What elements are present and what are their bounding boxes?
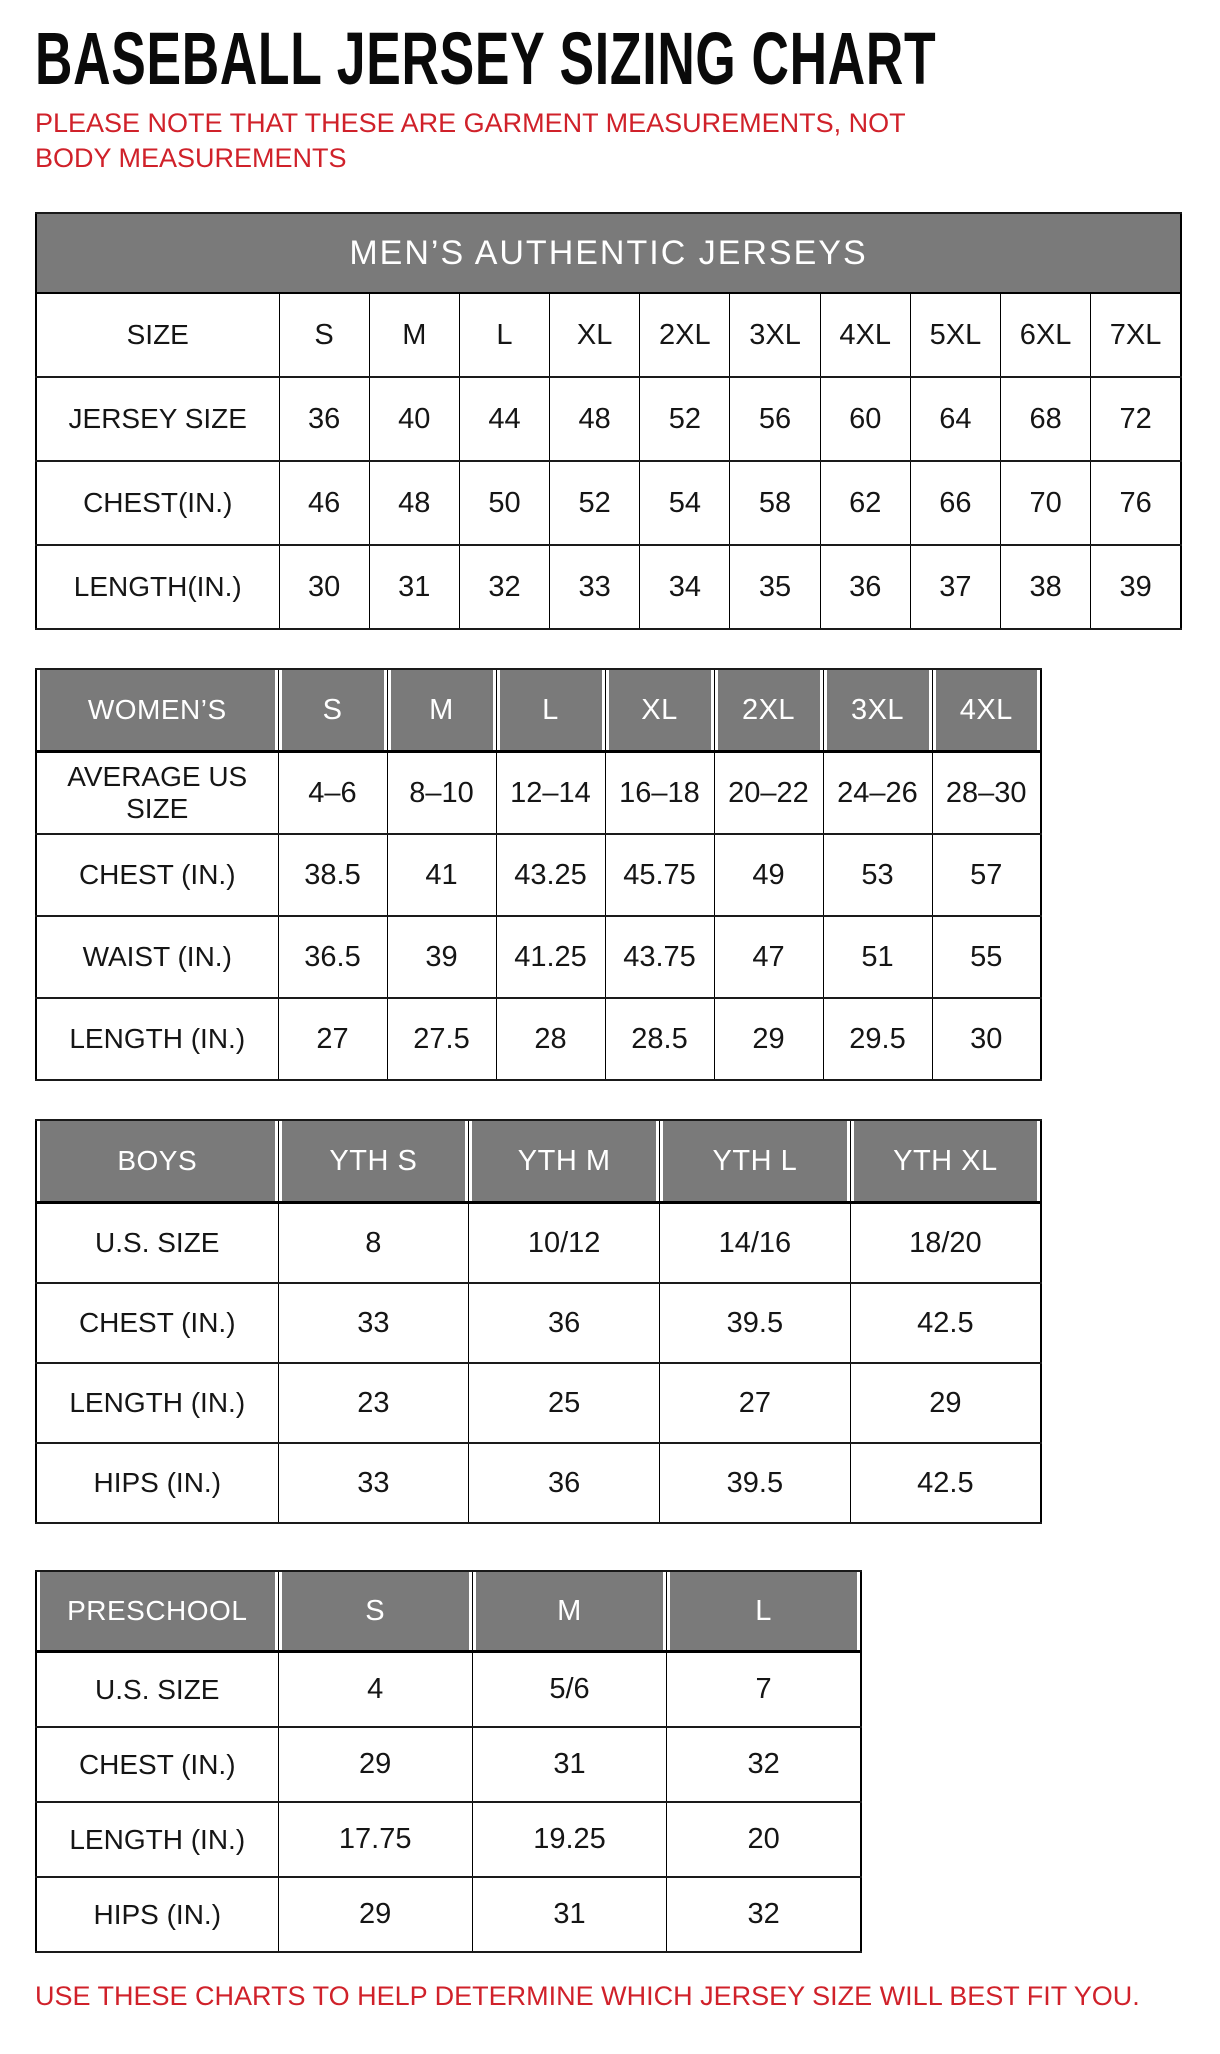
column-header: 2XL (640, 293, 730, 377)
size-value: 20–22 (714, 752, 823, 835)
size-value: 45.75 (605, 834, 714, 916)
size-value: 18/20 (850, 1203, 1041, 1284)
column-header: L (667, 1571, 861, 1652)
row-label: LENGTH (IN.) (36, 1802, 278, 1877)
size-value: 28 (496, 998, 605, 1080)
size-value: 10/12 (469, 1203, 660, 1284)
column-header: L (496, 669, 605, 752)
womens-sizing-table (35, 668, 1042, 1081)
column-header: 7XL (1091, 293, 1181, 377)
table-row (36, 1727, 861, 1802)
column-header: 2XL (714, 669, 823, 752)
size-value: 31 (472, 1727, 666, 1802)
size-value: 55 (932, 916, 1041, 998)
column-header: 3XL (823, 669, 932, 752)
column-header-size: SIZE (36, 293, 279, 377)
row-label: U.S. SIZE (36, 1652, 278, 1728)
row-label: U.S. SIZE (36, 1203, 278, 1284)
size-value: 29 (714, 998, 823, 1080)
size-value: 70 (1001, 461, 1091, 545)
table-title-boys: BOYS (36, 1120, 278, 1203)
size-value: 12–14 (496, 752, 605, 835)
size-value: 46 (279, 461, 369, 545)
size-value: 36 (279, 377, 369, 461)
table-row (36, 545, 1181, 629)
table-row (36, 998, 1041, 1080)
size-value: 36 (469, 1283, 660, 1363)
size-value: 76 (1091, 461, 1181, 545)
size-value: 8 (278, 1203, 469, 1284)
size-value: 29 (278, 1727, 472, 1802)
size-value: 50 (459, 461, 549, 545)
size-value: 32 (667, 1877, 861, 1952)
size-value: 64 (910, 377, 1000, 461)
column-header: XL (605, 669, 714, 752)
size-value: 29.5 (823, 998, 932, 1080)
size-value: 28–30 (932, 752, 1041, 835)
row-label: AVERAGE US SIZE (36, 752, 278, 835)
size-value: 54 (640, 461, 730, 545)
size-value: 19.25 (472, 1802, 666, 1877)
table-row (36, 916, 1041, 998)
size-value: 43.75 (605, 916, 714, 998)
size-value: 31 (472, 1877, 666, 1952)
size-value: 53 (823, 834, 932, 916)
table-row (36, 1877, 861, 1952)
row-label: WAIST (IN.) (36, 916, 278, 998)
size-value: 40 (369, 377, 459, 461)
size-value: 29 (850, 1363, 1041, 1443)
size-value: 48 (369, 461, 459, 545)
size-value: 41.25 (496, 916, 605, 998)
size-value: 32 (459, 545, 549, 629)
size-value: 51 (823, 916, 932, 998)
table-row (36, 834, 1041, 916)
size-value: 34 (640, 545, 730, 629)
column-header: 5XL (910, 293, 1000, 377)
size-value: 36.5 (278, 916, 387, 998)
size-value: 20 (667, 1802, 861, 1877)
table-row (36, 377, 1181, 461)
column-header: 4XL (932, 669, 1041, 752)
fit-advice-note: USE THESE CHARTS TO HELP DETERMINE WHICH JERSEY SIZE WILL BEST FIT YOU. (35, 1981, 1140, 2012)
size-value: 44 (459, 377, 549, 461)
size-value: 66 (910, 461, 1000, 545)
size-value: 33 (550, 545, 640, 629)
column-header: YTH M (469, 1120, 660, 1203)
size-value: 49 (714, 834, 823, 916)
size-value: 24–26 (823, 752, 932, 835)
table-row (36, 1283, 1041, 1363)
size-value: 7 (667, 1652, 861, 1728)
size-value: 57 (932, 834, 1041, 916)
column-header: 3XL (730, 293, 820, 377)
mens-table-banner: MEN’S AUTHENTIC JERSEYS (36, 213, 1181, 293)
row-label: LENGTH (IN.) (36, 1363, 278, 1443)
row-label: CHEST(IN.) (36, 461, 279, 545)
size-value: 33 (278, 1443, 469, 1523)
column-header: YTH S (278, 1120, 469, 1203)
table-row (36, 1443, 1041, 1523)
column-header: 6XL (1001, 293, 1091, 377)
mens-sizing-table (35, 212, 1182, 630)
size-value: 38 (1001, 545, 1091, 629)
boys-sizing-table (35, 1119, 1042, 1524)
size-value: 72 (1091, 377, 1181, 461)
column-header: YTH XL (850, 1120, 1041, 1203)
size-value: 39 (1091, 545, 1181, 629)
size-value: 42.5 (850, 1283, 1041, 1363)
size-value: 16–18 (605, 752, 714, 835)
size-value: 38.5 (278, 834, 387, 916)
row-label: HIPS (IN.) (36, 1443, 278, 1523)
row-label: LENGTH(IN.) (36, 545, 279, 629)
column-header: S (278, 1571, 472, 1652)
size-value: 27 (660, 1363, 851, 1443)
table-row (36, 461, 1181, 545)
table-row (36, 1652, 861, 1728)
size-value: 33 (278, 1283, 469, 1363)
size-value: 41 (387, 834, 496, 916)
row-label: CHEST (IN.) (36, 834, 278, 916)
page-title (35, 17, 1190, 100)
size-value: 30 (932, 998, 1041, 1080)
size-value: 27 (278, 998, 387, 1080)
size-value: 60 (820, 377, 910, 461)
size-value: 36 (820, 545, 910, 629)
size-value: 4–6 (278, 752, 387, 835)
table-row (36, 1802, 861, 1877)
table-row (36, 1363, 1041, 1443)
size-value: 17.75 (278, 1802, 472, 1877)
column-header: M (369, 293, 459, 377)
row-label: LENGTH (IN.) (36, 998, 278, 1080)
size-value: 23 (278, 1363, 469, 1443)
column-header: S (279, 293, 369, 377)
size-value: 35 (730, 545, 820, 629)
size-value: 25 (469, 1363, 660, 1443)
row-label: CHEST (IN.) (36, 1283, 278, 1363)
size-value: 4 (278, 1652, 472, 1728)
size-value: 42.5 (850, 1443, 1041, 1523)
size-value: 5/6 (472, 1652, 666, 1728)
size-value: 27.5 (387, 998, 496, 1080)
table-title-womens: WOMEN’S (36, 669, 278, 752)
column-header: M (472, 1571, 666, 1652)
column-header: XL (550, 293, 640, 377)
row-label: JERSEY SIZE (36, 377, 279, 461)
column-header: S (278, 669, 387, 752)
size-value: 14/16 (660, 1203, 851, 1284)
size-value: 39.5 (660, 1283, 851, 1363)
column-header: L (459, 293, 549, 377)
row-label: CHEST (IN.) (36, 1727, 278, 1802)
size-value: 39 (387, 916, 496, 998)
size-value: 58 (730, 461, 820, 545)
size-value: 28.5 (605, 998, 714, 1080)
table-row (36, 752, 1041, 835)
page-title-text: BASEBALL JERSEY SIZING CHART (35, 17, 937, 100)
table-title-preschool: PRESCHOOL (36, 1571, 278, 1652)
size-value: 47 (714, 916, 823, 998)
size-value: 43.25 (496, 834, 605, 916)
size-value: 48 (550, 377, 640, 461)
size-value: 39.5 (660, 1443, 851, 1523)
size-value: 37 (910, 545, 1000, 629)
size-value: 56 (730, 377, 820, 461)
column-header: YTH L (660, 1120, 851, 1203)
size-value: 29 (278, 1877, 472, 1952)
size-value: 8–10 (387, 752, 496, 835)
size-value: 68 (1001, 377, 1091, 461)
size-value: 62 (820, 461, 910, 545)
row-label: HIPS (IN.) (36, 1877, 278, 1952)
column-header: 4XL (820, 293, 910, 377)
preschool-sizing-table (35, 1570, 862, 1953)
size-value: 52 (640, 377, 730, 461)
size-value: 30 (279, 545, 369, 629)
size-value: 31 (369, 545, 459, 629)
size-value: 32 (667, 1727, 861, 1802)
column-header: M (387, 669, 496, 752)
table-row (36, 1203, 1041, 1284)
size-value: 36 (469, 1443, 660, 1523)
size-value: 52 (550, 461, 640, 545)
garment-measurements-note: PLEASE NOTE THAT THESE ARE GARMENT MEASUREMENTS, NOT BODY MEASUREMENTS (35, 108, 906, 174)
